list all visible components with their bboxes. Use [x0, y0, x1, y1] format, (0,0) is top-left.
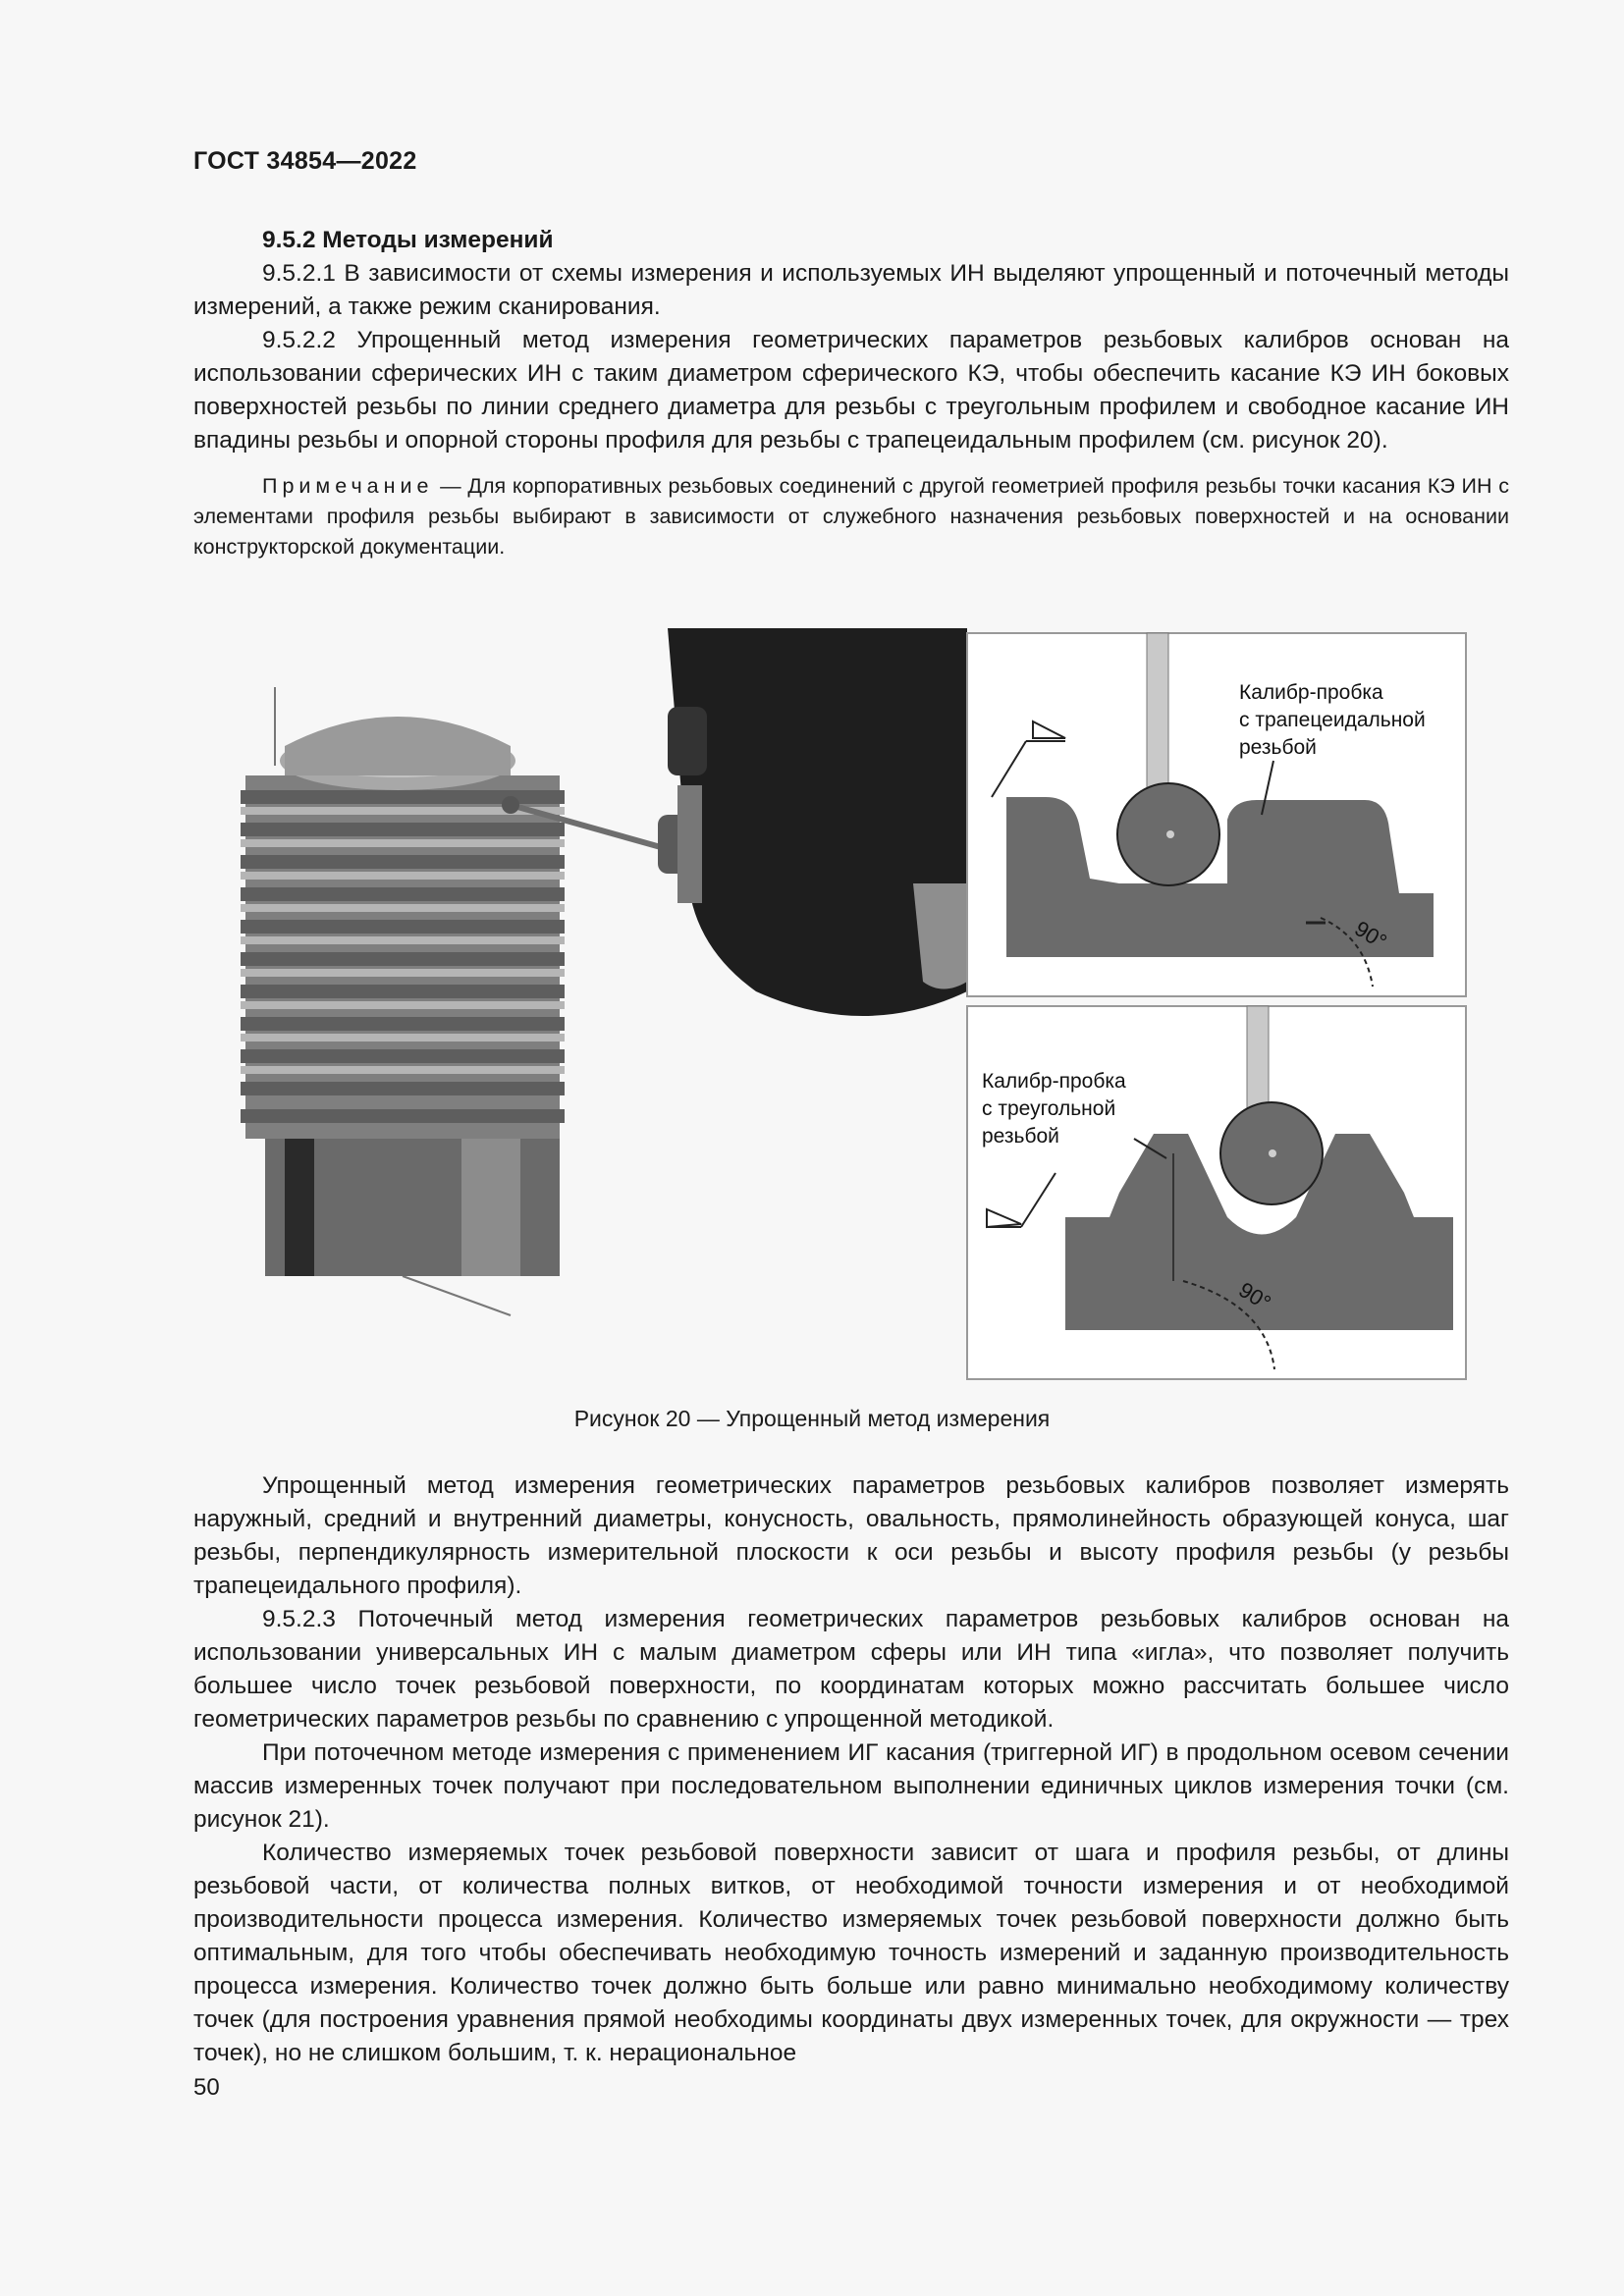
paragraph-9-5-2-3: 9.5.2.3 Поточечный метод измерения геометрических параметров резьбовых калибров основан на использовании универсальных ИН с малым диаметром сферы или ИН типа «игла», что позволяет получить большее число точек резьбовой поверхности, по координатам которых можно рассчитать большее число геометрических параметров резьбы по сравнению с упрощенной методикой. — [193, 1606, 1509, 1733]
label-top-line-1: Калибр-пробка — [1239, 681, 1383, 704]
cmm-probe-head — [658, 628, 967, 1016]
paragraph-point-method: При поточечном методе измерения с применением ИГ касания (триггерной ИГ) в продольном осевом сечении массив измеренных точек получают при последовательном выполнении единичных циклов измерения точки (см. рисунок 21). — [193, 1739, 1509, 1833]
paragraph-point-count: Количество измеряемых точек резьбовой поверхности зависит от шага и профиля резьбы, от длины резьбовой части, от количества полных витков, от необходимой точности измерения и от необходимой производительности процесса измерения. Количество измеряемых точек резьбовой поверхности должно быть оптимальным, для того чтобы обеспечивать необходимую точность измерений и заданную производительность процесса измерения. Количество точек должно быть больше или равно минимально необходимому количеству точек (для построения уравнения прямой необходимы координаты двух измеренных точек, для окружности — трех точек), но не слишком большим, т. к. нерациональное — [193, 1840, 1509, 2066]
label-top-line-3: резьбой — [1239, 736, 1317, 759]
document-header: ГОСТ 34854—2022 — [193, 147, 417, 175]
figure-caption: Рисунок 20 — Упрощенный метод измерения — [573, 1406, 1051, 1431]
inset-triangular — [967, 1006, 1466, 1379]
thread-rings — [241, 790, 565, 1123]
paragraph-9-5-2-1: 9.5.2.1 В зависимости от схемы измерения и используемых ИН выделяют упрощенный и поточечный методы измерений, а также режим сканирования. — [193, 260, 1509, 320]
angle-top-label: 90° — [1350, 916, 1391, 954]
label-bottom-line-2: с треугольной — [982, 1097, 1116, 1120]
inset-trapezoidal — [967, 633, 1466, 996]
paragraph-simplified-method: Упрощенный метод измерения геометрических параметров резьбовых калибров позволяет измерять наружный, средний и внутренний диаметры, конусность, овальность, прямолинейность образующей конуса, шаг резьбы, перпендикулярность измерительной плоскости к оси резьбы и высоту профиля резьбы (у резьбы трапецеидального профиля). — [193, 1472, 1509, 1599]
page-number: 50 — [193, 2074, 220, 2101]
bottom-text-block — [193, 1469, 1509, 2070]
label-bottom-line-3: резьбой — [982, 1125, 1059, 1148]
note-label: Примечание — [262, 474, 434, 498]
note-text: — Для корпоративных резьбовых соединений с другой геометрией профиля резьбы точки касания КЭ ИН с элементами профиля резьбы выбирают в зависимости от служебного назначения резьбовых поверхностей и на основании конструкторской документации. — [193, 474, 1509, 559]
label-bottom-line-1: Калибр-пробка — [982, 1070, 1126, 1093]
paragraph-9-5-2-2: 9.5.2.2 Упрощенный метод измерения геометрических параметров резьбовых калибров основан на использовании сферических ИН с таким диаметром сферического КЭ, чтобы обеспечить касание КЭ ИН боковых поверхностей резьбы по линии среднего диаметра для резьбы с треугольным профилем и свободное касание ИН впадины резьбы и опорной стороны профиля для резьбы с трапецеидальным профилем (см. рисунок 20). — [193, 327, 1509, 454]
thread-gauge-photo — [241, 687, 668, 1315]
section-heading: 9.5.2 Методы измерений — [262, 227, 554, 253]
label-top-line-2: с трапецеидальной — [1239, 709, 1426, 731]
angle-bottom-label: 90° — [1234, 1277, 1275, 1315]
